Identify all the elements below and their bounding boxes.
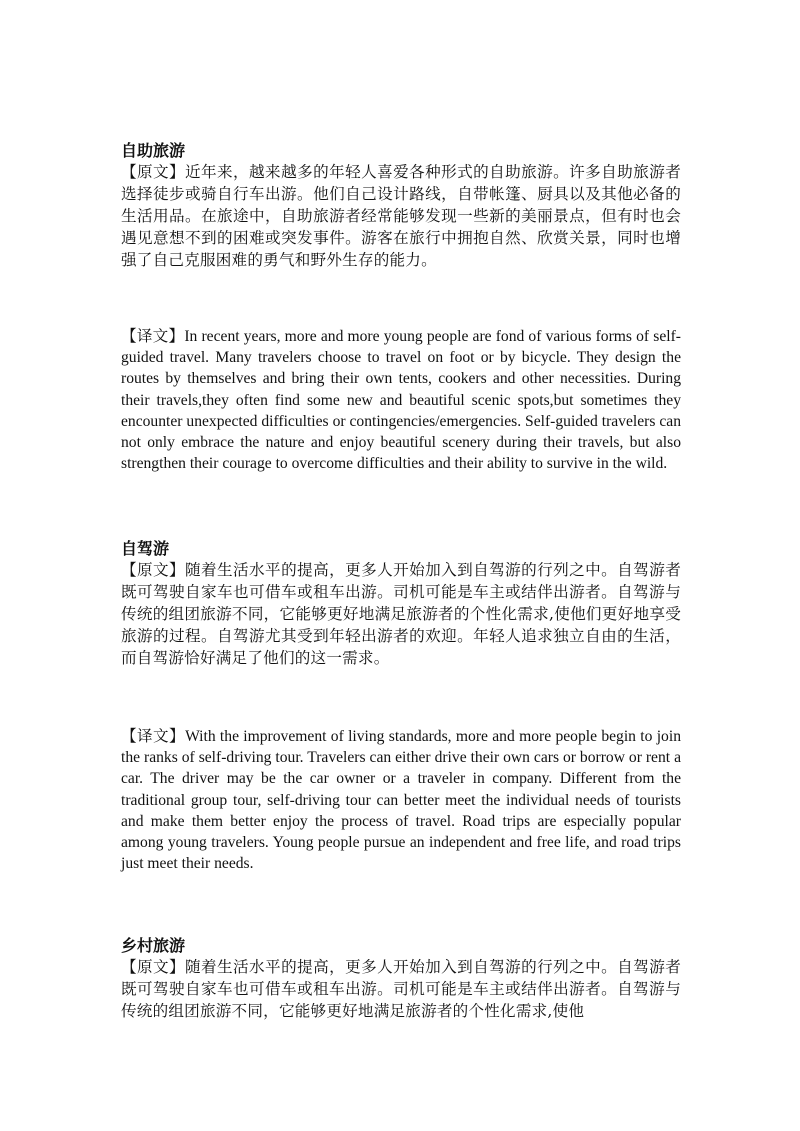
original-paragraph <box>121 559 681 669</box>
translation-tag: 【译文】 <box>121 328 185 345</box>
original-tag: 【原文】 <box>121 958 186 976</box>
original-text: 随着生活水平的提高，更多人开始加入到自驾游的行列之中。自驾游者既可驾驶自家车也可借车或租车出游。司机可能是车主或结伴出游者。自驾游与传统的组团旅游不同，它能够更好地满足旅游者的个性化需求,使他 <box>121 958 681 1020</box>
original-text: 近年来，越来越多的年轻人喜爱各种形式的自助旅游。许多自助旅游者选择徒步或骑自行车出游。他们自己设计路线，自带帐篷、厨具以及其他必备的生活用品。在旅途中，自助旅游者经常能够发现一些新的美丽景点，但有时也会遇见意想不到的困难或突发事件。游客在旅行中拥抱自然、欣赏关景，同时也增强了自己克服困难的勇气和野外生存的能力。 <box>121 163 681 269</box>
translation-paragraph <box>121 326 681 474</box>
original-paragraph <box>121 161 681 271</box>
section-heading: 自驾游 <box>121 539 170 558</box>
section-self-guided-translation <box>121 326 681 474</box>
translation-paragraph <box>121 726 681 874</box>
section-self-driving-tour <box>121 538 681 669</box>
original-tag: 【原文】 <box>121 163 186 181</box>
translation-tag: 【译文】 <box>121 728 186 745</box>
section-rural-tourism <box>121 935 681 1022</box>
original-text: 随着生活水平的提高，更多人开始加入到自驾游的行列之中。自驾游者既可驾驶自家车也可借车或租车出游。司机可能是车主或结伴出游者。自驾游与传统的组团旅游不同，它能够更好地满足旅游者的个性化需求,使他们更好地享受旅游的过程。自驾游尤其受到年轻出游者的欢迎。年轻人追求独立自由的生活，而自驾游恰好满足了他们的这一需求。 <box>121 561 681 667</box>
section-heading: 自助旅游 <box>121 141 186 160</box>
translation-text: With the improvement of living standards, more and more people begin to join the ranks of self-driving tour. Travelers can either drive their own cars or borrow or rent a car. The driver may be the car owner or a traveler in company. Different from the traditional group tour, self-driving tour can better meet the individual needs of tourists and make them better enjoy the process of travel. Road trips are especially popular among young travelers. Young people pursue an independent and free life, and road trips just meet their needs. <box>121 728 681 873</box>
translation-text: In recent years, more and more young people are fond of various forms of self-guided travel. Many travelers choose to travel on foot or by bicycle. They design the routes by themselves and bring their own tents, cookers and other necessities. During their travels,they often find some new and beautiful scenic spots,but sometimes they encounter unexpected difficulties or contingencies/emergencies. Self-guided travelers can not only embrace the nature and enjoy beautiful scenery during their travels, but also strengthen their courage to overcome difficulties and their ability to survive in the wild. <box>121 328 681 473</box>
section-self-driving-translation <box>121 726 681 874</box>
original-paragraph <box>121 956 681 1022</box>
section-heading: 乡村旅游 <box>121 936 186 955</box>
section-self-guided-travel <box>121 140 681 271</box>
original-tag: 【原文】 <box>121 561 186 579</box>
